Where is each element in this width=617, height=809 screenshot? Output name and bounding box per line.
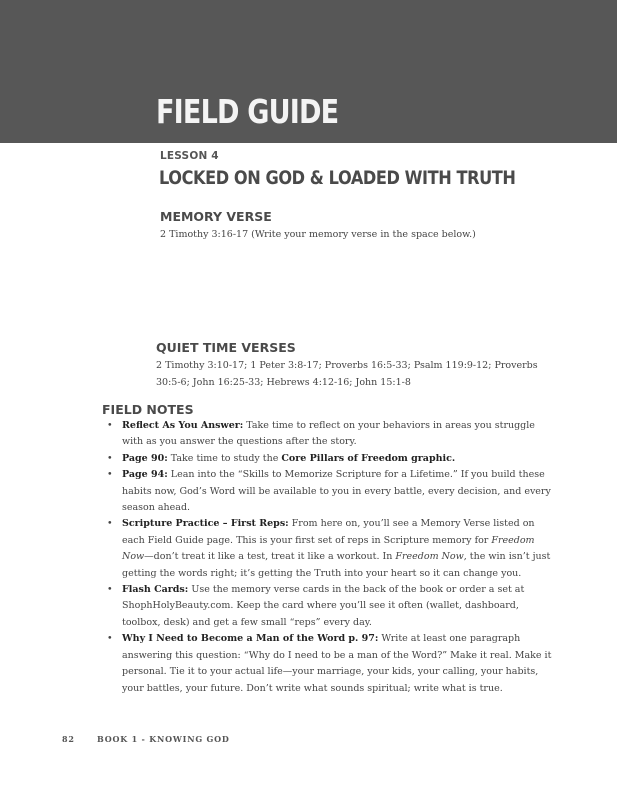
note-lead: Page 94: bbox=[122, 469, 168, 481]
note-text: Write at least one paragraph answering this question: “Why do I need to be a man of the Word?” Make it real. Make it personal. Tie it to your actual life—your marriage, your kids, your calling, your habits, your battles, your future. Don’t write what sounds spiritual; write what is true. bbox=[122, 633, 552, 694]
note-text: Lean into the “Skills to Memorize Scripture for a Lifetime.” If you build these habits now, God’s Word will be available to you in every battle, every decision, and every season ahead. bbox=[122, 469, 551, 514]
header-banner bbox=[0, 0, 617, 143]
memory-verse-text: 2 Timothy 3:16-17 (Write your memory verse in the space below.) bbox=[160, 229, 476, 240]
quiet-time-verses: 2 Timothy 3:10-17; 1 Peter 3:8-17; Proverbs 16:5-33; Psalm 119:9-12; Proverbs 30:5-6; John 16:25-33; Hebrews 4:12-16; John 15:1-8 bbox=[156, 360, 538, 388]
note-emphasis: Core Pillars of Freedom graphic. bbox=[281, 452, 456, 464]
note-lead: Page 90: bbox=[122, 452, 168, 464]
note-text: Use the memory verse cards in the back of the book or order a set at ShophHolyBeauty.com. Keep the card where you’ll see it often (wallet, dashboard, toolbox, desk) and get a few small “reps” every day. bbox=[122, 584, 525, 628]
list-item bbox=[107, 582, 555, 631]
lesson-label: LESSON 4 bbox=[160, 150, 219, 162]
field-notes-list bbox=[107, 418, 555, 697]
page-number: 82 bbox=[62, 734, 75, 744]
list-item bbox=[107, 516, 555, 582]
bullet-icon: • bbox=[107, 420, 113, 431]
bullet-icon: • bbox=[107, 633, 113, 645]
memory-verse-heading: MEMORY VERSE bbox=[160, 209, 272, 224]
list-item bbox=[107, 631, 555, 697]
note-italic: Freedom Now bbox=[122, 534, 535, 563]
bullet-icon: • bbox=[107, 518, 113, 530]
page-title: FIELD GUIDE bbox=[156, 92, 339, 131]
note-lead: Flash Cards: bbox=[122, 584, 189, 596]
note-lead: Reflect As You Answer: bbox=[122, 420, 244, 431]
note-text: —don’t treat it like a test, treat it like a workout. In bbox=[144, 551, 396, 563]
list-item bbox=[107, 418, 555, 451]
note-lead: Scripture Practice – First Reps: bbox=[122, 518, 289, 530]
bullet-icon: • bbox=[107, 452, 113, 464]
book-label: BOOK 1 - KNOWING GOD bbox=[97, 734, 230, 744]
list-item bbox=[107, 467, 555, 516]
note-text: From here on, you’ll see a Memory Verse listed on each Field Guide page. This is your first set of reps in Scripture memory for bbox=[122, 518, 535, 546]
bullet-icon: • bbox=[107, 584, 113, 596]
quiet-time-heading: QUIET TIME VERSES bbox=[156, 340, 296, 355]
list-item bbox=[107, 451, 555, 467]
bullet-icon: • bbox=[107, 469, 113, 481]
note-text: Take time to study the bbox=[167, 452, 282, 464]
note-lead: Why I Need to Become a Man of the Word p. 97: bbox=[122, 633, 379, 645]
note-text: , the win isn’t just getting the words right; it’s getting the Truth into your heart so it can change you. bbox=[122, 551, 551, 579]
note-text: Take time to reflect on your behaviors in areas you struggle with as you answer the questions after the story. bbox=[122, 420, 535, 448]
field-notes-heading: FIELD NOTES bbox=[102, 402, 194, 417]
note-italic: Freedom Now bbox=[395, 551, 464, 563]
lesson-title: LOCKED ON GOD & LOADED WITH TRUTH bbox=[159, 167, 516, 189]
